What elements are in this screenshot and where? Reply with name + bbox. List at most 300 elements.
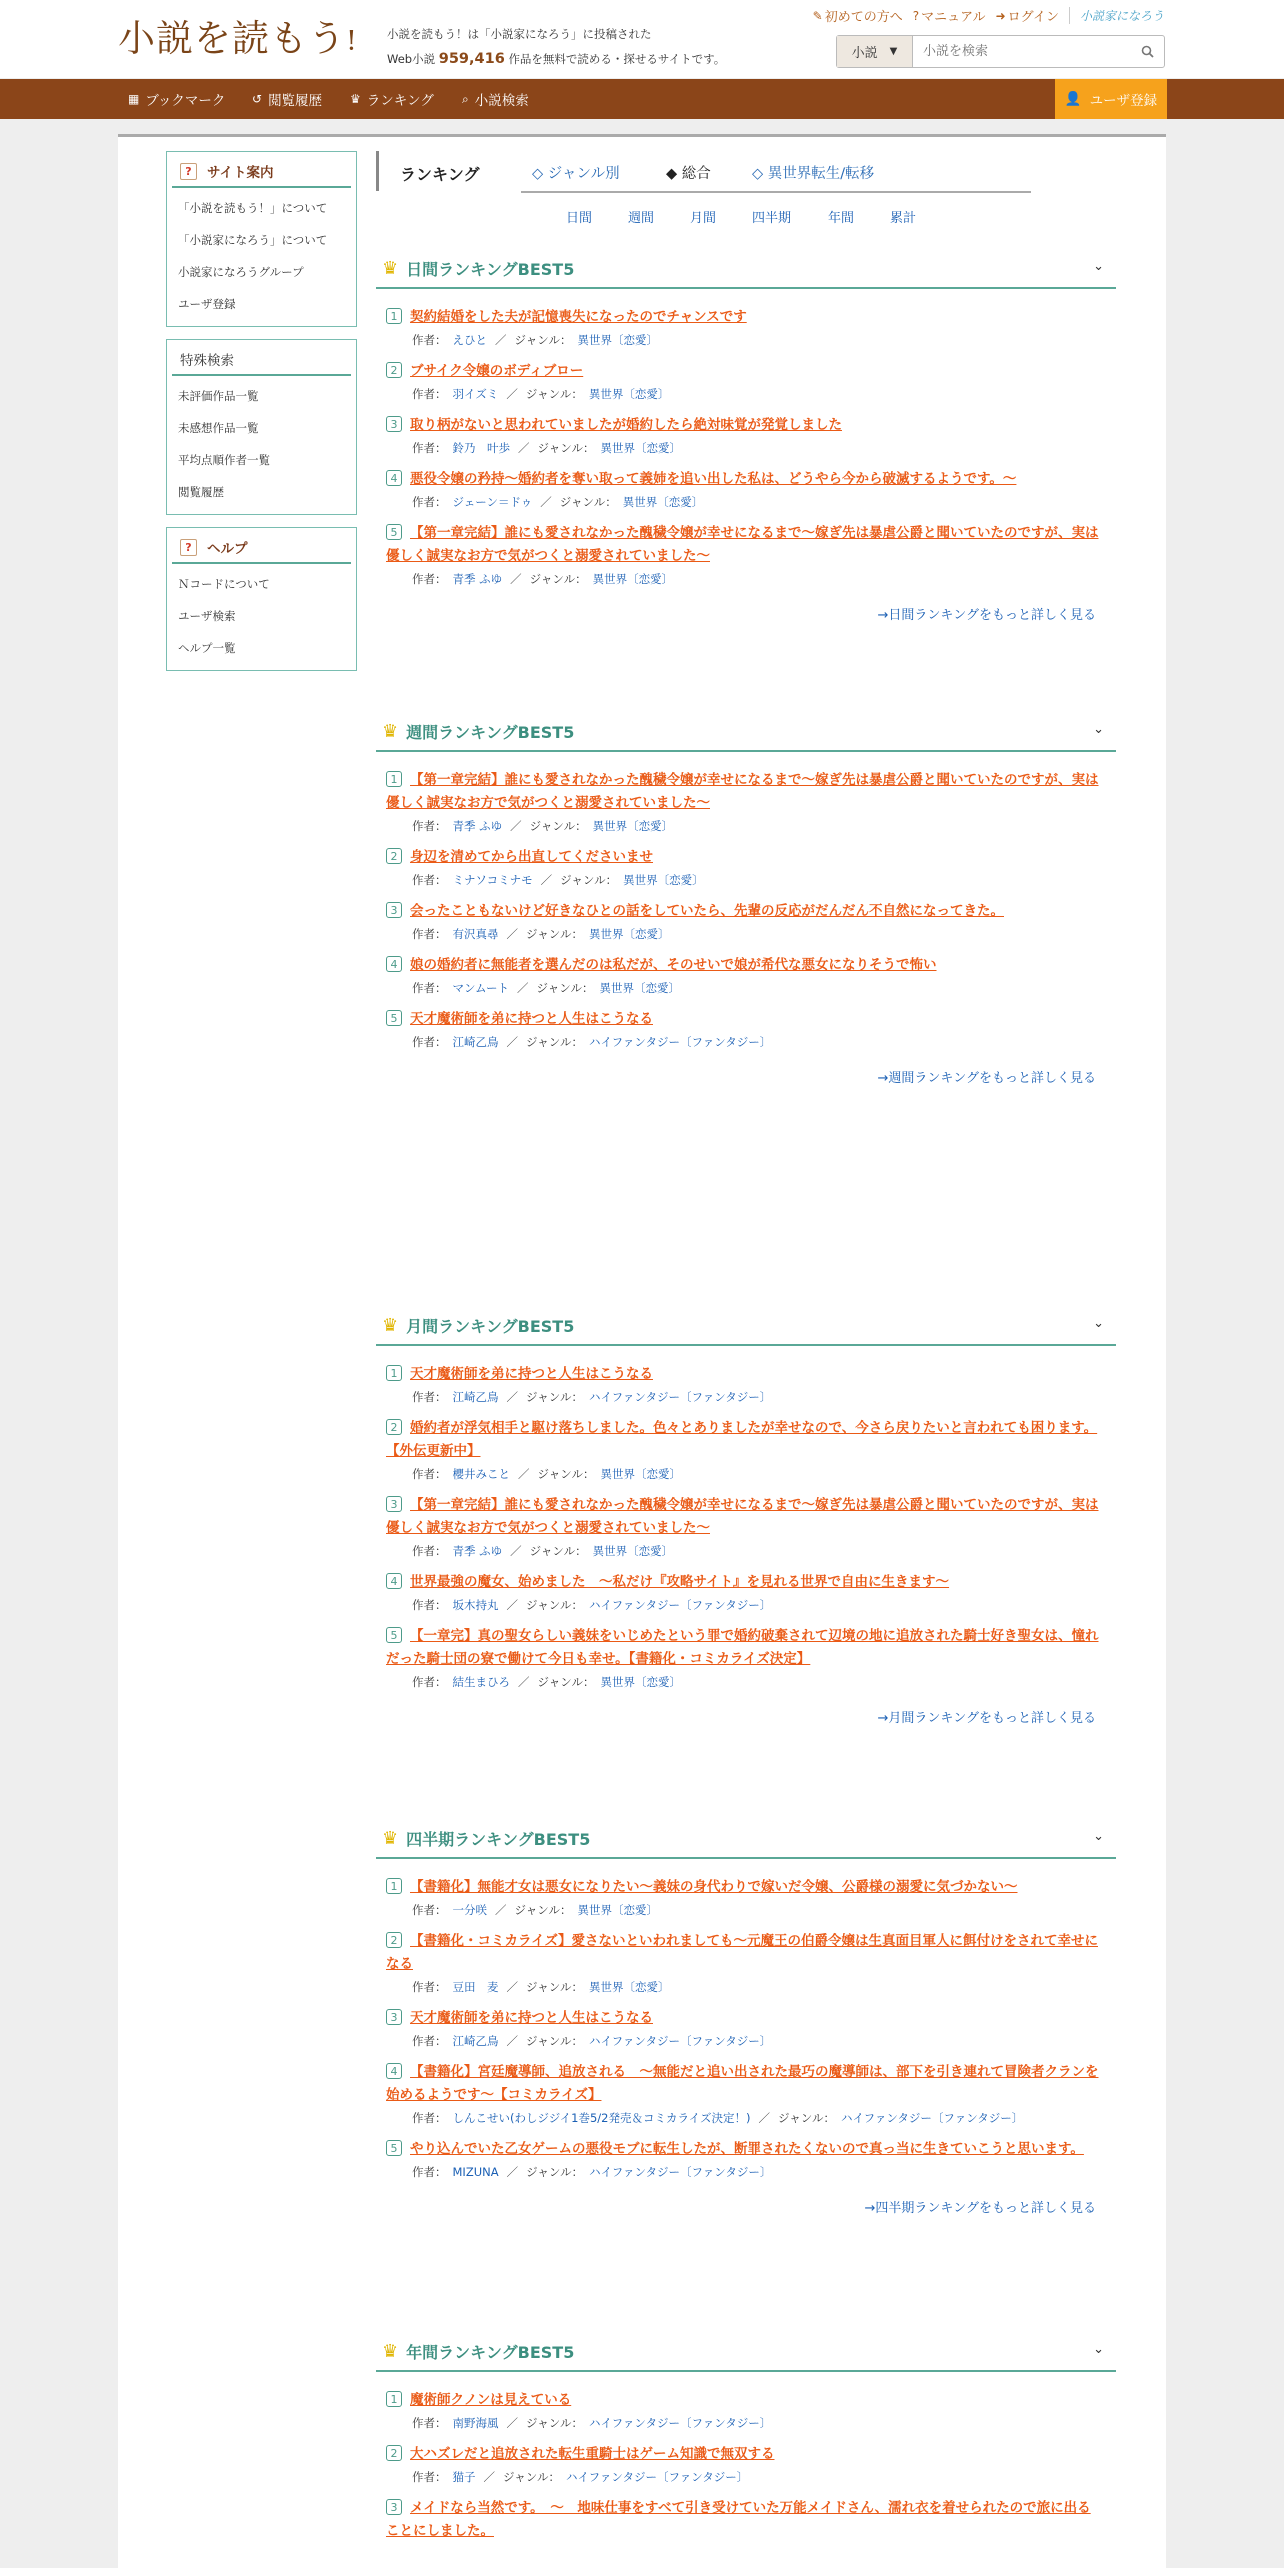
meta-separator: ／ (506, 1035, 518, 1049)
chevron-down-icon[interactable]: ⌄ (1093, 722, 1104, 737)
novel-title: 大ハズレだと追放された転生重騎士はゲーム知識で無双する (410, 2446, 775, 2462)
sidebar-link[interactable]: ユーザ検索 (178, 609, 236, 623)
ranking-section (376, 1306, 1116, 1726)
meta-separator: ／ (510, 572, 522, 586)
genre-label: ジャンル： (529, 819, 587, 833)
ranking-section-header[interactable] (376, 712, 1116, 752)
author-label: 作者： (412, 2165, 447, 2179)
sidebar-box-title-label: サイト案内 (207, 165, 274, 181)
author-link[interactable]: 青季 ふゆ (452, 572, 503, 586)
author-link[interactable]: 青季 ふゆ (452, 1544, 503, 1558)
ranking-entry (376, 760, 1116, 837)
novel-title: 天才魔術師を弟に持つと人生はこうなる (410, 1011, 653, 1027)
rank-badge: 3 (386, 1496, 402, 1512)
author-label: 作者： (412, 2034, 447, 2048)
ranking-entry (376, 2488, 1116, 2543)
author-label: 作者： (412, 819, 447, 833)
author-label: 作者： (412, 981, 447, 995)
author-label: 作者： (412, 572, 447, 586)
author-label: 作者： (412, 495, 447, 509)
ranking-entry (376, 1998, 1116, 2052)
more-ranking-link[interactable]: →週間ランキングをもっと詳しく見る (877, 1071, 1096, 1086)
novel-meta (386, 2107, 1104, 2129)
novel-title: 天才魔術師を弟に持つと人生はこうなる (410, 1366, 653, 1382)
novel-title-link[interactable] (386, 1930, 1104, 1976)
ranking-section (376, 1819, 1116, 2216)
novel-title-link[interactable] (386, 522, 1104, 568)
author-link[interactable]: ジェーン＝ドゥ (452, 495, 533, 509)
nav-ranking-label: ランキング (366, 93, 434, 109)
author-label: 作者： (412, 2111, 447, 2125)
novel-meta (386, 437, 1104, 459)
novel-meta (386, 383, 1104, 405)
author-link[interactable]: 江崎乙鳥 (452, 1390, 499, 1404)
meta-separator: ／ (510, 1544, 522, 1558)
author-link[interactable]: 江崎乙鳥 (452, 2034, 499, 2048)
novel-title-link[interactable] (386, 1494, 1104, 1540)
novel-title-link[interactable] (386, 2138, 1104, 2161)
genre-link[interactable]: 異世界〔恋愛〕 (592, 1544, 674, 1558)
login-icon: ➜ (995, 8, 1006, 23)
genre-link[interactable]: 異世界〔恋愛〕 (577, 1903, 658, 1917)
sidebar-box (166, 339, 357, 515)
genre-label: ジャンル： (526, 1390, 583, 1404)
logo-text: 小説を読もう (118, 17, 346, 60)
novel-meta (386, 1540, 1104, 1562)
novel-meta (386, 568, 1104, 590)
nav-search[interactable] (462, 79, 529, 119)
search-input[interactable] (913, 36, 1130, 67)
genre-link[interactable]: 異世界〔恋愛〕 (622, 495, 704, 509)
novel-title: 魔術師クノンは見えている (410, 2392, 572, 2408)
sidebar-link[interactable]: 「小説を読もう！」について (178, 201, 328, 215)
rank-badge: 5 (386, 524, 402, 540)
meta-separator: ／ (506, 2034, 518, 2048)
author-link[interactable]: 一分咲 (452, 1903, 487, 1917)
author-label: 作者： (412, 1544, 447, 1558)
genre-link[interactable]: 異世界〔恋愛〕 (592, 819, 674, 833)
ranking-section (376, 249, 1116, 623)
genre-link[interactable]: ハイファンタジー〔ファンタジー〕 (840, 2111, 1024, 2125)
rank-badge: 1 (386, 1878, 402, 1894)
rank-badge: 2 (386, 362, 402, 378)
ranking-entries (376, 752, 1116, 1053)
meta-separator: ／ (758, 2111, 770, 2125)
sidebar-link[interactable]: 閲覧履歴 (178, 485, 224, 499)
rank-badge: 5 (386, 2140, 402, 2156)
genre-link[interactable]: ハイファンタジー〔ファンタジー〕 (588, 1035, 772, 1049)
ranking-entry (376, 513, 1116, 590)
author-link[interactable]: 鈴乃 叶歩 (452, 441, 510, 455)
rank-badge: 5 (386, 1010, 402, 1026)
novel-title-link[interactable] (386, 468, 1104, 491)
crown-icon: ♛ (382, 720, 399, 742)
genre-label: ジャンル： (529, 572, 587, 586)
genre-link[interactable]: ハイファンタジー〔ファンタジー〕 (588, 2416, 772, 2430)
author-link[interactable]: MIZUNA (452, 2165, 499, 2179)
pencil-icon: ✎ (812, 8, 823, 23)
author-label: 作者： (412, 441, 447, 455)
genre-link[interactable]: 異世界〔恋愛〕 (592, 572, 674, 586)
novel-title-link[interactable] (386, 1417, 1104, 1463)
sidebar-box (166, 527, 357, 671)
tabs-divider (521, 191, 1031, 193)
meta-separator: ／ (506, 927, 518, 941)
rank-badge: 3 (386, 2009, 402, 2025)
rank-badge: 5 (386, 1627, 402, 1643)
meta-separator: ／ (506, 1390, 518, 1404)
sidebar-link[interactable]: 「小説家になろう」について (178, 233, 328, 247)
crown-icon: ♛ (382, 1314, 399, 1336)
ranking-section-header[interactable] (376, 1819, 1116, 1859)
genre-link[interactable]: ハイファンタジー〔ファンタジー〕 (588, 1390, 772, 1404)
meta-separator: ／ (540, 495, 552, 509)
sidebar-box-title (172, 156, 351, 188)
meta-separator: ／ (483, 2470, 495, 2484)
ranking-section-header[interactable] (376, 1306, 1116, 1346)
crown-icon: ♛ (350, 92, 361, 106)
novel-title-link[interactable] (386, 1876, 1104, 1899)
ranking-entry (376, 351, 1116, 405)
crown-icon: ♛ (382, 257, 399, 279)
sidebar-link[interactable]: 未感想作品一覧 (178, 421, 259, 435)
author-link[interactable]: 有沢真尋 (452, 927, 499, 941)
genre-label: ジャンル： (537, 441, 595, 455)
ranking-section-title: 四半期ランキングBEST5 (406, 1829, 591, 1849)
novel-title-link[interactable] (386, 2443, 1104, 2466)
ranking-entry (376, 945, 1116, 999)
author-label: 作者： (412, 1980, 447, 1994)
search-icon: ⌕ (462, 91, 469, 106)
novel-title-link[interactable] (386, 1363, 1104, 1386)
genre-label: ジャンル： (537, 1675, 595, 1689)
genre-label: ジャンル： (559, 495, 617, 509)
search-type-value: 小説 (851, 46, 878, 61)
genre-label: ジャンル： (537, 1467, 595, 1481)
novel-meta (386, 1899, 1104, 1921)
period-quarterly[interactable]: 四半期 (752, 211, 792, 226)
novel-meta (386, 1976, 1104, 1998)
ranking-entry (376, 1408, 1116, 1485)
novel-title: 【第一章完結】誰にも愛されなかった醜穢令嬢が幸せになるまで〜嫁ぎ先は暴虐公爵と聞いていたのですが、実は優しく誠実なお方で気がつくと溺愛されていました〜 (386, 525, 1099, 564)
ranking-section (376, 2332, 1116, 2543)
ranking-section-title: 週間ランキングBEST5 (406, 722, 575, 742)
novel-title: 契約結婚をした夫が記憶喪失になったのでチャンスです (410, 309, 747, 325)
login-link-label: ログイン (1007, 10, 1059, 25)
novel-title: 【一章完】真の聖女らしい義妹をいじめたという罪で婚約破棄されて辺境の地に追放された騎士好き聖女は、憧れだった騎士団の寮で働けて今日も幸せ。【書籍化・コミカライズ決定】 (386, 1628, 1099, 1667)
novel-meta (386, 869, 1104, 891)
rank-badge: 4 (386, 956, 402, 972)
rank-badge: 2 (386, 848, 402, 864)
chevron-down-icon[interactable]: ⌄ (1093, 1829, 1104, 1844)
genre-label: ジャンル： (529, 1544, 587, 1558)
help-icon: ? (180, 163, 197, 180)
ranking-entries (376, 1346, 1116, 1693)
ranking-entry (376, 1485, 1116, 1562)
main-content (118, 134, 1166, 2568)
author-label: 作者： (412, 1467, 447, 1481)
genre-label: ジャンル： (536, 981, 594, 995)
genre-label: ジャンル： (526, 2034, 583, 2048)
author-link[interactable]: 江崎乙鳥 (452, 1035, 499, 1049)
novel-title-link[interactable] (386, 954, 1104, 977)
tagline-prefix: Web小説 (387, 52, 436, 66)
more-ranking-link[interactable]: →四半期ランキングをもっと詳しく見る (864, 2201, 1096, 2216)
novel-meta (386, 1386, 1104, 1408)
novel-title: 世界最強の魔女、始めました 〜私だけ『攻略サイト』を見れる世界で自由に生きます〜 (410, 1574, 950, 1590)
novel-meta (386, 2030, 1104, 2052)
genre-label: ジャンル： (526, 2165, 584, 2179)
author-label: 作者： (412, 873, 447, 887)
nav-ranking[interactable] (350, 79, 434, 119)
beginners-link[interactable] (813, 6, 903, 25)
author-link[interactable]: 坂木持丸 (452, 1598, 499, 1612)
rank-badge: 4 (386, 1573, 402, 1589)
rank-badge: 3 (386, 2499, 402, 2515)
rank-badge: 2 (386, 1932, 402, 1948)
meta-separator: ／ (518, 441, 530, 455)
novel-title-link[interactable] (386, 306, 1104, 329)
novel-meta (386, 2161, 1104, 2183)
genre-link[interactable]: 異世界〔恋愛〕 (600, 1467, 681, 1481)
author-label: 作者： (412, 1598, 447, 1612)
ranking-entry (376, 2380, 1116, 2434)
ranking-section-header[interactable] (376, 2332, 1116, 2372)
author-link[interactable]: 猫子 (452, 2470, 476, 2484)
genre-link[interactable]: 異世界〔恋愛〕 (600, 1675, 681, 1689)
manual-link[interactable] (913, 6, 986, 25)
ranking-section (376, 712, 1116, 1086)
ranking-entry (376, 1562, 1116, 1616)
genre-link[interactable]: ハイファンタジー〔ファンタジー〕 (588, 1598, 772, 1612)
ranking-section-title: 月間ランキングBEST5 (406, 1316, 575, 1336)
sidebar-link[interactable]: 平均点順作者一覧 (178, 453, 270, 467)
ranking-entry (376, 459, 1116, 513)
search-type-select[interactable] (837, 36, 913, 67)
author-link[interactable]: ミナソコミナモ (452, 873, 533, 887)
sidebar (166, 151, 357, 683)
chevron-down-icon[interactable]: ⌄ (1093, 1316, 1104, 1331)
author-label: 作者： (412, 927, 447, 941)
ranking-entries (376, 1859, 1116, 2183)
ranking-entry (376, 2434, 1116, 2488)
ranking-entries (376, 289, 1116, 590)
sidebar-box-title (172, 344, 351, 376)
author-label: 作者： (412, 1390, 447, 1404)
search-button[interactable] (1130, 36, 1164, 67)
sidebar-link[interactable]: ユーザ登録 (178, 297, 236, 311)
novel-title-link[interactable] (386, 2497, 1104, 2543)
genre-label: ジャンル： (526, 927, 583, 941)
novel-title-link[interactable] (386, 2061, 1104, 2107)
tab-isekai[interactable]: ◇ 異世界転生/転移 (752, 166, 875, 182)
period-yearly[interactable]: 年間 (828, 211, 855, 226)
novel-title-link[interactable] (386, 1625, 1104, 1671)
author-link[interactable]: 羽イズミ (452, 387, 499, 401)
period-monthly[interactable]: 月間 (690, 211, 717, 226)
novel-title-link[interactable] (386, 846, 1104, 869)
rank-badge: 2 (386, 2445, 402, 2461)
meta-separator: ／ (510, 819, 522, 833)
tagline-suffix: 作品を無料で読める・探せるサイトです。 (508, 52, 726, 66)
author-link[interactable]: 櫻井みこと (452, 1467, 510, 1481)
genre-link[interactable]: ハイファンタジー〔ファンタジー〕 (588, 2034, 772, 2048)
sidebar-link[interactable]: 小説家になろうグループ (178, 265, 304, 279)
genre-label: ジャンル： (526, 2416, 583, 2430)
meta-separator: ／ (506, 1980, 518, 1994)
chevron-down-icon[interactable]: ⌄ (1093, 259, 1104, 274)
genre-link[interactable]: 異世界〔恋愛〕 (599, 981, 680, 995)
novel-title-link[interactable] (386, 769, 1104, 815)
genre-label: ジャンル： (560, 873, 618, 887)
novel-meta (386, 1671, 1104, 1693)
ranking-entry (376, 1867, 1116, 1921)
novel-count: 959,416 (438, 51, 505, 67)
period-daily[interactable]: 日間 (566, 211, 593, 226)
novel-meta (386, 491, 1104, 513)
register-label: ユーザ登録 (1089, 93, 1158, 109)
site-logo[interactable] (118, 14, 357, 64)
novel-title: 【第一章完結】誰にも愛されなかった醜穢令嬢が幸せになるまで〜嫁ぎ先は暴虐公爵と聞いていたのですが、実は優しく誠実なお方で気がつくと溺愛されていました〜 (386, 772, 1099, 811)
novel-meta (386, 1463, 1104, 1485)
meta-separator: ／ (506, 1598, 518, 1612)
period-total[interactable]: 累計 (890, 211, 917, 226)
nav-bookmark[interactable] (128, 79, 225, 119)
ranking-section-title: 年間ランキングBEST5 (406, 2342, 575, 2362)
sidebar-box (166, 151, 357, 327)
tagline-line2 (387, 47, 725, 72)
author-label: 作者： (412, 1675, 447, 1689)
sidebar-box-title-label: 特殊検索 (180, 353, 234, 369)
novel-title-link[interactable] (386, 900, 1104, 923)
rank-badge: 1 (386, 771, 402, 787)
login-link[interactable] (996, 6, 1059, 25)
author-link[interactable]: マンムート (452, 981, 509, 995)
genre-label: ジャンル： (514, 333, 572, 347)
ranking-entry (376, 2129, 1116, 2183)
sidebar-link[interactable]: ヘルプ一覧 (178, 641, 236, 655)
site-tagline (387, 22, 725, 72)
novel-title: 天才魔術師を弟に持つと人生はこうなる (410, 2010, 653, 2026)
author-link[interactable]: 青季 ふゆ (452, 819, 503, 833)
genre-link[interactable]: 異世界〔恋愛〕 (588, 927, 670, 941)
genre-link[interactable]: 異世界〔恋愛〕 (588, 387, 670, 401)
author-link[interactable]: しんこせい(わしジジイ1巻5/2発売＆コミカライズ決定！) (452, 2111, 751, 2125)
genre-link[interactable]: 異世界〔恋愛〕 (588, 1980, 670, 1994)
user-icon: 👤 (1064, 91, 1082, 107)
genre-link[interactable]: 異世界〔恋愛〕 (577, 333, 658, 347)
meta-separator: ／ (516, 981, 529, 995)
nav-search-label: 小説検索 (474, 93, 529, 109)
help-icon: ? (180, 539, 197, 556)
meta-separator: ／ (506, 2416, 518, 2430)
novel-title: 娘の婚約者に無能者を選んだのは私だが、そのせいで娘が希代な悪女になりそうで怖い (410, 957, 937, 973)
meta-separator: ／ (495, 1903, 507, 1917)
novel-title-link[interactable] (386, 1008, 1104, 1031)
novel-title-link[interactable] (386, 414, 1104, 437)
sidebar-link[interactable]: Ｎコードについて (178, 577, 270, 591)
ranking-entry (376, 2052, 1116, 2129)
tab-overall[interactable]: ◆ 総合 (666, 166, 711, 182)
novel-title: 婚約者が浮気相手と駆け落ちしました。色々とありましたが幸せなので、今さら戻りたいと言われても困ります。【外伝更新中】 (386, 1420, 1098, 1459)
more-ranking-link[interactable]: →月間ランキングをもっと詳しく見る (877, 1711, 1096, 1726)
novel-meta (386, 1031, 1104, 1053)
rank-badge: 1 (386, 1365, 402, 1381)
novel-title-link[interactable] (386, 360, 1104, 383)
nav-history[interactable] (252, 79, 322, 119)
rank-badge: 1 (386, 2391, 402, 2407)
ranking-title: ランキング (400, 165, 480, 184)
author-link[interactable]: 結生まひろ (452, 1675, 510, 1689)
crown-icon: ♛ (382, 1827, 399, 1849)
meta-separator: ／ (518, 1467, 530, 1481)
meta-separator: ／ (518, 1675, 530, 1689)
author-label: 作者： (412, 1903, 447, 1917)
chevron-down-icon: ▼ (889, 46, 898, 57)
novel-title: 悪役令嬢の矜持〜婚約者を奪い取って義姉を追い出した私は、どうやら今から破滅するようです。〜 (410, 471, 1017, 487)
author-label: 作者： (412, 2470, 447, 2484)
ranking-entry (376, 999, 1116, 1053)
crown-icon: ♛ (382, 2340, 399, 2362)
genre-label: ジャンル： (526, 1598, 583, 1612)
novel-meta (386, 2466, 1104, 2488)
novel-title: 【第一章完結】誰にも愛されなかった醜穢令嬢が幸せになるまで〜嫁ぎ先は暴虐公爵と聞いていたのですが、実は優しく誠実なお方で気がつくと溺愛されていました〜 (386, 1497, 1099, 1536)
more-ranking-link[interactable]: →日間ランキングをもっと詳しく見る (877, 608, 1096, 623)
tab-genre[interactable]: ◇ ジャンル別 (532, 166, 620, 182)
novel-meta (386, 1594, 1104, 1616)
ranking-section-title: 日間ランキングBEST5 (406, 259, 575, 279)
tagline-line1: 小説を読もう！は「小説家になろう」に投稿された (387, 27, 652, 41)
meta-separator: ／ (495, 333, 507, 347)
novel-title: 【書籍化】宮廷魔導師、追放される 〜無能だと追い出された最巧の魔導師は、部下を引き連れて冒険者クランを始めるようです〜【コミカライズ】 (386, 2064, 1099, 2103)
rank-badge: 3 (386, 416, 402, 432)
site-header (0, 0, 1284, 78)
ranking-entry (376, 891, 1116, 945)
rank-badge: 1 (386, 308, 402, 324)
author-link[interactable]: 南野海風 (452, 2416, 499, 2430)
bookmark-icon: ▦ (128, 92, 140, 106)
genre-label: ジャンル： (514, 1903, 572, 1917)
novel-title: 会ったこともないけど好きなひとの話をしていたら、先輩の反応がだんだん不自然になってきた。 (410, 903, 1004, 919)
period-weekly[interactable]: 週間 (628, 211, 655, 226)
ranking-entry (376, 405, 1116, 459)
rank-badge: 3 (386, 902, 402, 918)
novel-title: 【書籍化・コミカライズ】愛さないといわれましても〜元魔王の伯爵令嬢は生真面目軍人に餌付けをされて幸せになる (386, 1933, 1098, 1972)
ranking-tabs (376, 151, 1096, 191)
sidebar-link[interactable]: 未評価作品一覧 (178, 389, 259, 403)
meta-separator: ／ (540, 873, 553, 887)
genre-link[interactable]: ハイファンタジー〔ファンタジー〕 (565, 2470, 749, 2484)
search-box (836, 35, 1165, 68)
genre-link[interactable]: 異世界〔恋愛〕 (600, 441, 681, 455)
register-button[interactable] (1055, 79, 1167, 119)
novel-title-link[interactable] (386, 1571, 1104, 1594)
novel-title-link[interactable] (386, 2389, 1104, 2412)
beginners-link-label: 初めての方へ (824, 10, 903, 25)
ranking-section-header[interactable] (376, 249, 1116, 289)
narou-logo-link[interactable]: 小説家になろう (1069, 7, 1164, 24)
author-link[interactable]: 豆田 麦 (452, 1980, 499, 1994)
author-link[interactable]: えひと (452, 333, 487, 347)
genre-link[interactable]: ハイファンタジー〔ファンタジー〕 (589, 2165, 772, 2179)
novel-title-link[interactable] (386, 2007, 1104, 2030)
genre-link[interactable]: 異世界〔恋愛〕 (623, 873, 704, 887)
main-nav (0, 79, 1284, 119)
genre-label: ジャンル： (526, 1980, 583, 1994)
ranking-entry (376, 297, 1116, 351)
chevron-down-icon[interactable]: ⌄ (1093, 2342, 1104, 2357)
novel-meta (386, 329, 1104, 351)
